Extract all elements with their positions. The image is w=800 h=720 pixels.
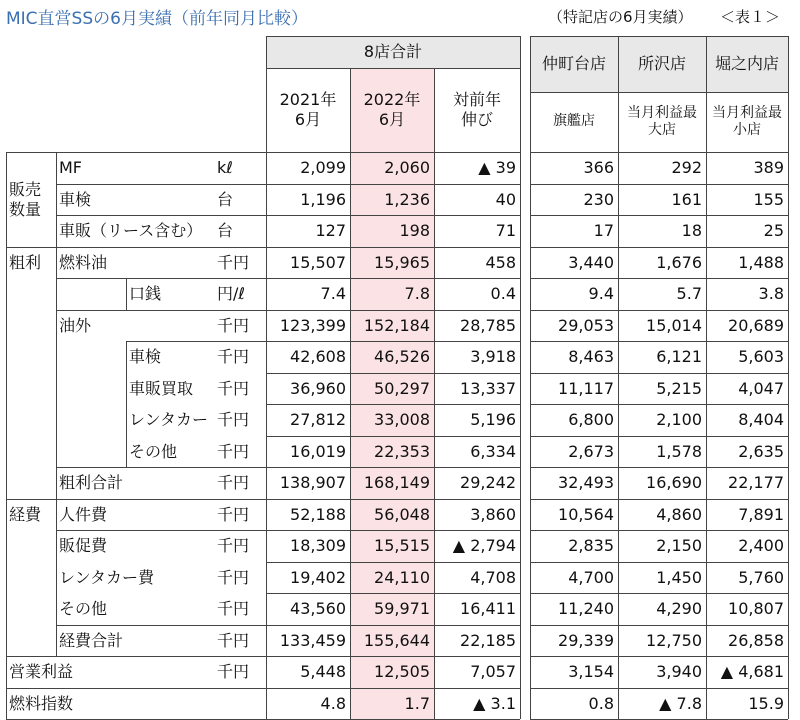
value-cell: 5,760 [738,567,784,587]
row-unit: 台 [217,221,234,240]
value-cell: 3,440 [568,252,614,272]
row-sublabel: 車販買取 [129,378,194,398]
section-fuel-index: 燃料指数 [9,693,74,713]
value-cell: 18,309 [290,536,346,555]
value-cell: 1,488 [738,252,784,272]
value-cell: 1,676 [656,252,702,272]
table-rule [788,36,789,719]
value-cell: 16,411 [460,599,516,618]
row-unit: 千円 [217,473,250,492]
section-operating-profit: 営業利益 [9,662,74,681]
value-cell: 389 [753,158,784,177]
value-cell: 292 [671,158,702,177]
table-rule [530,467,788,468]
table-rule [530,436,788,437]
value-cell: 16,690 [646,473,702,492]
table-rule [530,310,788,311]
row-unit: 円/ℓ [217,284,246,303]
table-rule [530,656,788,657]
header-store-name: 堀之内店 [714,54,779,73]
value-cell: 5,196 [470,410,516,429]
row-label: 油外 [59,315,92,335]
value-cell: 26,858 [728,630,784,650]
value-cell: 52,188 [290,504,346,524]
value-cell: 43,560 [290,599,346,618]
value-cell: 32,493 [558,473,614,492]
value-cell: 3.8 [758,284,784,303]
section-gross-profit: 粗利 [9,253,42,272]
table-rule [266,593,520,594]
row-label: 車販（リース含む） [59,221,203,240]
value-cell: 15.9 [748,693,784,713]
value-cell: 13,337 [460,378,516,398]
table-rule [530,36,788,37]
table-rule [56,530,520,531]
value-cell: 6,121 [656,347,702,366]
table-rule [706,36,707,719]
value-cell: 2,673 [568,441,614,461]
row-label: 車検 [59,189,92,209]
value-cell: 40 [495,189,516,209]
value-cell: 1,450 [656,567,702,587]
value-cell: 9.4 [588,284,614,303]
value-cell: 56,048 [374,504,430,524]
table-rule [530,92,788,93]
row-label: 燃料油 [59,252,108,272]
value-cell: 3,940 [656,662,702,681]
value-cell: 3,860 [470,504,516,524]
table-rule [266,36,520,37]
value-cell: 10,807 [728,599,784,618]
header-yoy: 対前年 伸び [452,90,501,129]
value-cell: 18 [681,221,702,240]
subtitle-note: （特記店の6月実績） [548,8,693,26]
value-cell: 6,800 [568,410,614,429]
row-unit: 千円 [217,504,250,524]
table-rule [56,215,520,216]
table-rule [530,36,531,719]
table-rule [266,404,520,405]
table-rule [6,499,520,500]
value-cell: 2,060 [384,158,430,177]
value-cell: 366 [583,158,614,177]
table-rule [530,688,788,689]
table-rule [6,152,520,153]
value-cell: 29,242 [460,473,516,492]
value-cell: 59,971 [374,599,430,618]
value-cell: 230 [583,189,614,209]
value-cell: 33,008 [374,410,430,429]
table-rule [530,215,788,216]
value-cell: 3,918 [470,347,516,366]
value-cell: 5,448 [300,662,346,681]
table-rule [126,278,127,310]
table-rule [266,562,520,563]
value-cell: 22,353 [374,441,430,461]
table-number: ＜表１＞ [720,8,781,26]
table-rule [530,278,788,279]
value-cell: ▲ 3.1 [473,693,516,713]
value-cell: 29,339 [558,630,614,650]
row-unit: 千円 [217,347,250,366]
value-cell: 4,290 [656,599,702,618]
table-rule [530,152,788,153]
value-cell: 7,057 [470,662,516,681]
table-rule [434,68,435,719]
row-unit: 千円 [217,662,250,681]
header-store-type: 当月利益最 小店 [712,104,782,138]
value-cell: 8,404 [738,410,784,429]
row-label: 経費合計 [59,630,124,650]
value-cell: 0.4 [490,284,516,303]
value-cell: 8,463 [568,347,614,366]
row-label: 販促費 [59,536,108,555]
row-unit: 千円 [217,378,250,398]
table-rule [530,625,788,626]
value-cell: 458 [485,252,516,272]
row-sublabel: レンタカー [129,410,208,429]
value-cell: 3,154 [568,662,614,681]
value-cell: 1.7 [404,693,430,713]
header-store-name: 仲町台店 [541,54,606,73]
value-cell: 4,708 [470,567,516,587]
page-title: MIC直営SSの6月実績（前年同月比較） [6,9,308,29]
value-cell: 7.4 [320,284,346,303]
table-rule [56,310,520,311]
value-cell: ▲ 7.8 [659,693,702,713]
value-cell: 4,047 [738,378,784,398]
value-cell: 27,812 [290,410,346,429]
value-cell: 1,196 [300,189,346,209]
table-rule [56,625,520,626]
value-cell: 133,459 [279,630,346,650]
value-cell: 1,578 [656,441,702,461]
value-cell: 2,835 [568,536,614,555]
value-cell: 71 [495,221,516,240]
row-sublabel: 口銭 [129,284,162,303]
value-cell: 123,399 [279,315,346,335]
value-cell: 7.8 [404,284,430,303]
row-sublabel: その他 [129,441,178,461]
row-label: レンタカー費 [59,567,154,587]
value-cell: 1,236 [384,189,430,209]
value-cell: 6,334 [470,441,516,461]
value-cell: 2,635 [738,441,784,461]
value-cell: 7,891 [738,504,784,524]
value-cell: 22,185 [460,630,516,650]
value-cell: 168,149 [363,473,430,492]
row-unit: 千円 [217,441,250,461]
table-rule [266,373,520,374]
header-store-type: 当月利益最 大店 [627,104,697,138]
table-rule [6,247,520,248]
table-rule [530,562,788,563]
value-cell: 17 [593,221,614,240]
table-rule [530,499,788,500]
value-cell: 10,564 [558,504,614,524]
table-rule [6,656,520,657]
value-cell: 11,240 [558,599,614,618]
value-cell: 15,014 [646,315,702,335]
row-label: MF [59,158,83,177]
value-cell: 22,177 [728,473,784,492]
table-rule [530,341,788,342]
row-unit: 千円 [217,567,250,587]
value-cell: 5,603 [738,347,784,366]
table-rule [618,36,619,719]
value-cell: 2,150 [656,536,702,555]
value-cell: 5.7 [676,284,702,303]
table-rule [266,436,520,437]
value-cell: 2,400 [738,536,784,555]
table-rule [6,152,7,719]
value-cell: 155,644 [363,630,430,650]
value-cell: 0.8 [588,693,614,713]
value-cell: 19,402 [290,567,346,587]
value-cell: 161 [671,189,702,209]
table-rule [530,404,788,405]
value-cell: 4,700 [568,567,614,587]
table-rule [530,530,788,531]
row-unit: 千円 [217,315,250,335]
value-cell: ▲ 39 [478,158,516,177]
row-sublabel: 車検 [129,347,162,366]
value-cell: 11,117 [558,378,614,398]
row-unit: 台 [217,189,234,209]
value-cell: 28,785 [460,315,516,335]
table-rule [126,341,127,467]
row-unit: 千円 [217,536,250,555]
table-rule [530,184,788,185]
row-label: その他 [59,599,108,618]
table-rule [56,152,57,656]
value-cell: 25 [763,221,784,240]
value-cell: 4.8 [320,693,346,713]
header-store-name: 所沢店 [637,54,686,73]
table-rule [126,341,520,342]
row-unit: 千円 [217,410,250,429]
value-cell: 198 [399,221,430,240]
table-rule [6,688,520,689]
value-cell: 36,960 [290,378,346,398]
value-cell: 12,750 [646,630,702,650]
value-cell: 127 [315,221,346,240]
value-cell: 29,053 [558,315,614,335]
value-cell: 15,965 [374,252,430,272]
value-cell: 155 [753,189,784,209]
header-8store-total: 8店合計 [363,42,423,61]
value-cell: 4,860 [656,504,702,524]
row-unit: kℓ [217,158,233,177]
value-cell: 24,110 [374,567,430,587]
table-rule [530,247,788,248]
row-label: 粗利合計 [59,473,124,492]
value-cell: 46,526 [374,347,430,366]
value-cell: 2,100 [656,410,702,429]
value-cell: 16,019 [290,441,346,461]
section-expenses: 経費 [9,505,42,524]
row-unit: 千円 [217,252,250,272]
value-cell: 50,297 [374,378,430,398]
table-rule [266,36,267,719]
header-2021: 2021年 6月 [279,90,337,129]
value-cell: 15,515 [374,536,430,555]
header-2022: 2022年 6月 [363,90,421,129]
value-cell: 138,907 [279,473,346,492]
value-cell: ▲ 4,681 [720,662,784,681]
value-cell: ▲ 2,794 [452,536,516,555]
value-cell: 5,215 [656,378,702,398]
row-label: 人件費 [59,504,108,524]
row-unit: 千円 [217,599,250,618]
value-cell: 15,507 [290,252,346,272]
table-rule [530,593,788,594]
value-cell: 12,505 [374,662,430,681]
table-rule [56,467,520,468]
table-rule [520,36,521,719]
table-rule [530,373,788,374]
value-cell: 152,184 [363,315,430,335]
table-rule [266,68,520,69]
row-unit: 千円 [217,630,250,650]
section-sales-volume: 販売 数量 [9,179,42,219]
table-rule [350,68,351,719]
value-cell: 2,099 [300,158,346,177]
table-rule [56,184,520,185]
value-cell: 20,689 [728,315,784,335]
value-cell: 42,608 [290,347,346,366]
header-store-type: 旗艦店 [553,113,595,130]
